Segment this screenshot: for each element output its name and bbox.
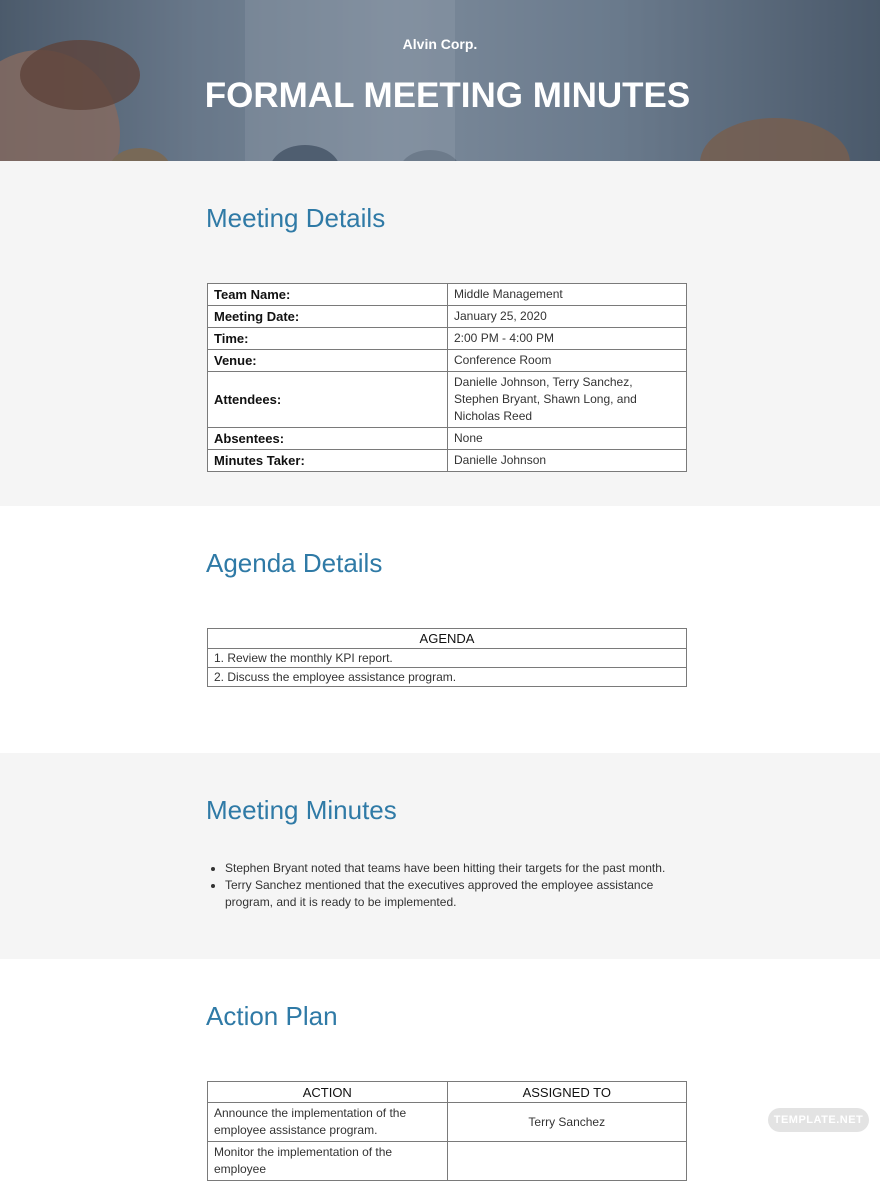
- meeting-details-heading: Meeting Details: [206, 203, 386, 233]
- agenda-table: [207, 628, 687, 687]
- detail-value: Middle Management: [448, 284, 687, 306]
- table-header-row: [208, 1082, 687, 1103]
- table-row: [208, 450, 687, 472]
- meeting-minutes-heading: Meeting Minutes: [206, 795, 397, 825]
- table-row: [208, 1142, 687, 1181]
- assigned-cell: [447, 1142, 686, 1181]
- action-plan-section: [0, 959, 880, 1176]
- action-cell: Monitor the implementation of the employee: [208, 1142, 448, 1181]
- table-row: [208, 1103, 687, 1142]
- detail-label: Team Name:: [208, 284, 448, 306]
- action-plan-table: [207, 1081, 687, 1181]
- agenda-details-heading: Agenda Details: [206, 548, 383, 578]
- table-header-row: [208, 629, 687, 649]
- page-title: FORMAL MEETING MINUTES: [204, 76, 691, 115]
- detail-value: Danielle Johnson: [448, 450, 687, 472]
- meeting-minutes-section: [0, 753, 880, 959]
- agenda-column-header: AGENDA: [208, 629, 687, 649]
- detail-value: Danielle Johnson, Terry Sanchez, Stephen Bryant, Shawn Long, and Nicholas Reed: [448, 372, 687, 428]
- detail-value: January 25, 2020: [448, 306, 687, 328]
- assigned-cell: Terry Sanchez: [447, 1103, 686, 1142]
- table-row: [208, 328, 687, 350]
- detail-label: Attendees:: [208, 372, 448, 428]
- table-row: [208, 372, 687, 428]
- action-plan-heading: Action Plan: [206, 1001, 338, 1031]
- detail-label: Venue:: [208, 350, 448, 372]
- detail-value: Conference Room: [448, 350, 687, 372]
- agenda-item: 1. Review the monthly KPI report.: [208, 649, 687, 668]
- detail-label: Minutes Taker:: [208, 450, 448, 472]
- table-row: [208, 350, 687, 372]
- agenda-item: 2. Discuss the employee assistance program.: [208, 668, 687, 687]
- action-cell: Announce the implementation of the employee assistance program.: [208, 1103, 448, 1142]
- meeting-details-table: [207, 283, 687, 472]
- detail-label: Time:: [208, 328, 448, 350]
- minutes-list: [225, 860, 695, 911]
- table-row: [208, 306, 687, 328]
- action-column-header: ACTION: [208, 1082, 448, 1103]
- header-banner: [0, 0, 880, 161]
- detail-label: Meeting Date:: [208, 306, 448, 328]
- table-row: [208, 668, 687, 687]
- template-net-watermark[interactable]: TEMPLATE.NET: [768, 1108, 869, 1132]
- agenda-details-section: [0, 506, 880, 753]
- company-name: Alvin Corp.: [402, 36, 478, 52]
- list-item: • Terry Sanchez mentioned that the executives approved the employee assistance program, and it is ready to be implemented.: [225, 877, 695, 911]
- detail-value: None: [448, 428, 687, 450]
- meeting-details-section: [0, 161, 880, 506]
- detail-label: Absentees:: [208, 428, 448, 450]
- table-row: [208, 284, 687, 306]
- table-row: [208, 428, 687, 450]
- list-item: • Stephen Bryant noted that teams have been hitting their targets for the past month.: [225, 860, 695, 877]
- detail-value: 2:00 PM - 4:00 PM: [448, 328, 687, 350]
- assigned-column-header: ASSIGNED TO: [447, 1082, 686, 1103]
- table-row: [208, 649, 687, 668]
